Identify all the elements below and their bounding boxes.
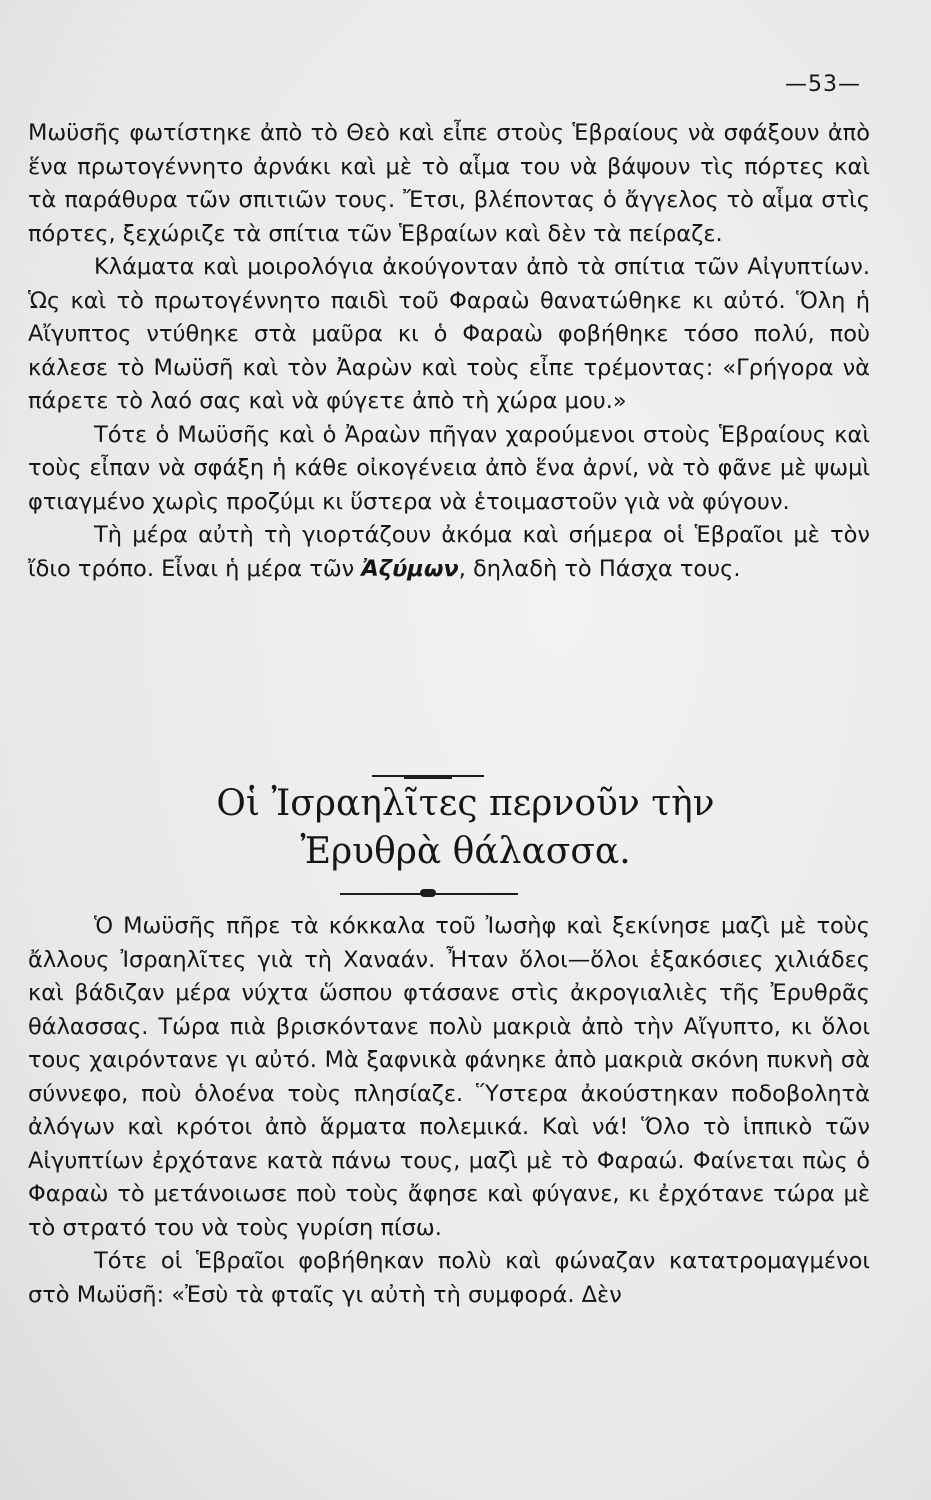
emphasis-word: Ἀζύμων: [361, 555, 459, 582]
divider-top-accent: [404, 775, 452, 779]
paragraph: [28, 519, 870, 586]
paragraph: Κλάματα καὶ μοιρολόγια ἀκούγονταν ἀπὸ τὰ σπίτια τῶν Αἰγυπτίων. Ὡς καὶ τὸ πρωτογέννητο παιδὶ τοῦ Φαραὼ θανατώθηκε κι αὐτό. Ὅλη ἡ Αἴγυπτος ντύθηκε στὰ μαῦρα κι ὁ Φαραὼ φοβήθηκε τόσο πολύ, ποὺ κάλεσε τὸ Μωϋσῆ καὶ τὸν Ἀαρὼν καὶ τοὺς εἶπε τρέμοντας: «Γρήγορα νὰ πάρετε τὸ λαό σας καὶ νὰ φύγετε ἀπὸ τὴ χώρα μου.»: [28, 254, 870, 414]
paragraph: Ὁ Μωϋσῆς πῆρε τὰ κόκκαλα τοῦ Ἰωσὴφ καὶ ξεκίνησε μαζὶ μὲ τοὺς ἄλλους Ἰσραηλῖτες γιὰ τὴ Χαναάν. Ἦταν ὅλοι—ὅλοι ἑξακόσιες χιλιάδες καὶ βάδιζαν μέρα νύχτα ὥσπου φτάσανε στὶς ἀκρογιαλιὲς τῆς Ἐρυθρᾶς θάλασσας. Τώρα πιὰ βρισκόντανε πολὺ μακριὰ ἀπὸ τὴν Αἴγυπτο, κι ὅλοι τους χαιρόντανε γι αὐτό. Μὰ ξαφνικὰ φάνηκε ἀπὸ μακριὰ σκόνη πυκνὴ σὰ σύννεφο, ποὺ ὁλοένα τοὺς πλησίαζε. Ὕστερα ἀκούστηκαν ποδοβολητὰ ἀλόγων καὶ κρότοι ἀπὸ ἅρματα πολεμικά. Καὶ νά! Ὅλο τὸ ἱππικὸ τῶν Αἰγυπτίων ἐρχότανε κατὰ πάνω τους, μαζὶ μὲ τὸ Φαραώ. Φαίνεται πὼς ὁ Φαραὼ τὸ μετάνοιωσε ποὺ τοὺς ἄφησε καὶ φύγανε, κι ἐρχότανε τώρα μὲ τὸ στρατό του νὰ τοὺς γυρίση πίσω.: [28, 913, 870, 1241]
paragraph: Τότε ὁ Μωϋσῆς καὶ ὁ Ἀραὼν πῆγαν χαρούμενοι στοὺς Ἑβραίους καὶ τοὺς εἶπαν νὰ σφάξη ἡ κάθε οἰκογένεια ἀπὸ ἕνα ἀρνί, νὰ τὸ φᾶνε μὲ ψωμὶ φτιαγμένο χωρὶς προζύμι κι ὕστερα νὰ ἑτοιμαστοῦν γιὰ νὰ φύγουν.: [28, 421, 870, 515]
paragraph-text: Τὴ μέρα αὐτὴ τὴ γιορτάζουν ἀκόμα καὶ σήμερα οἱ Ἑβραῖοι μὲ τὸν ἴδιο τρόπο. Εἶναι ἡ μέρα τῶν: [28, 522, 870, 582]
text-block-top: [28, 117, 870, 586]
paragraph-text: , δηλαδὴ τὸ Πάσχα τους.: [458, 555, 741, 582]
paragraph: Μωϋσῆς φωτίστηκε ἀπὸ τὸ Θεὸ καὶ εἶπε στοὺς Ἑβραίους νὰ σφάξουν ἀπὸ ἕνα πρωτογέννητο ἀρνάκι καὶ μὲ τὸ αἷμα του νὰ βάψουν τὶς πόρτες καὶ τὰ παράθυρα τῶν σπιτιῶν τους. Ἔτσι, βλέποντας ὁ ἄγγελος τὸ αἷμα στὶς πόρτες, ξεχώριζε τὰ σπίτια τῶν Ἑβραίων καὶ δὲν τὰ πείραζε.: [28, 120, 870, 247]
heading-line-1: Οἱ Ἰσραηλῖτες περνοῦν τὴν: [216, 783, 715, 824]
heading-line-2: Ἐρυθρὰ θάλασσα.: [300, 831, 631, 872]
text-block-bottom: [28, 910, 870, 1312]
divider-ornament: [420, 889, 436, 897]
page-number: —53—: [785, 72, 861, 97]
paragraph: Τότε οἱ Ἑβραῖοι φοβήθηκαν πολὺ καὶ φώναζαν κατατρομαγμένοι στὸ Μωϋσῆ: «Ἐσὺ τὰ φταῖς γι αὐτὴ τὴ συμφορά. Δὲν: [28, 1248, 870, 1308]
section-heading: [0, 780, 931, 876]
